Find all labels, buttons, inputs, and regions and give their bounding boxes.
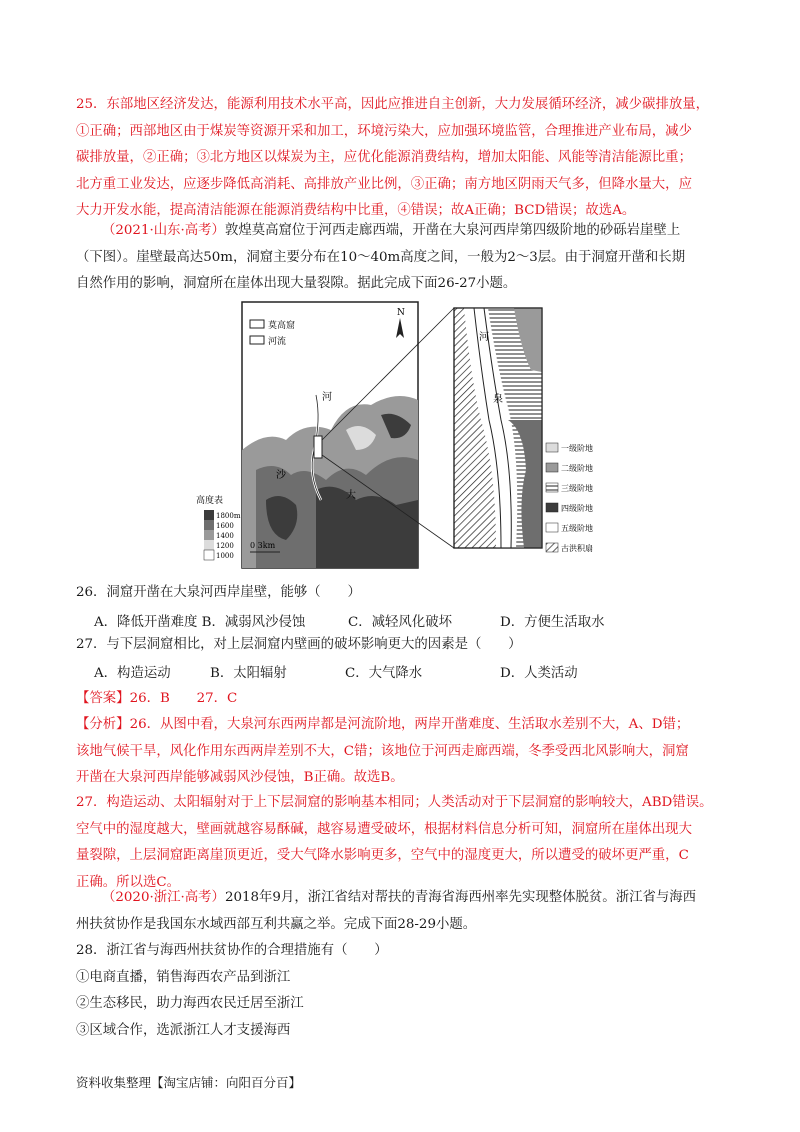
elevation-swatch <box>204 550 214 560</box>
q27-option-a: A．构造运动 <box>94 666 171 681</box>
q26-stem: 26．洞窟开凿在大泉河西岸崖壁，能够（ ） <box>76 585 361 600</box>
text-line: （下图）。崖壁最高达50m，洞窟主要分布在10～40m高度之间，一般为2～3层。由于洞窟开凿和长期 <box>76 249 686 265</box>
question-stem-26-27 <box>76 218 736 298</box>
text-line: 26．从图中看，大泉河东西两岸都是河流阶地，两岸开凿难度、生活取水差别不大，A、D错； <box>129 717 690 732</box>
question-stem-28-29 <box>76 885 736 938</box>
elevation-swatch <box>204 520 214 530</box>
scale-label: 0 3km <box>250 541 276 550</box>
q27-option-c: C．大气降水 <box>345 666 423 681</box>
elevation-swatch <box>204 510 214 520</box>
q28-stem: 28．浙江省与海西州扶贫协作的合理措施有（ ） <box>76 943 388 958</box>
answer-line <box>76 686 736 713</box>
analysis-tag: 【分析】 <box>76 717 130 732</box>
q26-option-d: D．方便生活取水 <box>500 615 605 630</box>
terrace-legend <box>546 443 593 553</box>
text-line: 北方重工业发达，应逐步降低高消耗、高排放产业比例，③正确；南方地区阴雨天气多，但降水量大，应 <box>76 176 692 192</box>
analysis-26 <box>76 712 736 792</box>
elevation-level: 1200 <box>216 542 234 550</box>
north-label: N <box>397 308 405 318</box>
cave-legend-icon <box>250 320 264 328</box>
q28-item: ③区域合作，选派浙江人才支援海西 <box>76 1022 291 1038</box>
source-tag: （2021·山东·高考） <box>102 223 225 238</box>
text-line: 正确。所以选C。 <box>76 874 180 890</box>
text-line: 碳排放量，②正确；③北方地区以煤炭为主，应优化能源消费结构，增加太阳能、风能等清洁能源比重； <box>76 150 692 165</box>
answer-text: 26．B 27．C <box>129 691 238 706</box>
source-tag: （2020·浙江·高考） <box>102 890 225 905</box>
elevation-level: 1800m <box>216 512 241 520</box>
q26-option-c: C．减轻风化破坏 <box>348 615 452 630</box>
text-line: 州扶贫协作是我国东水域西部互利共赢之举。完成下面28-29小题。 <box>76 916 477 932</box>
place-label-sha: 沙 <box>276 470 286 481</box>
q28 <box>76 938 736 1044</box>
elevation-level: 1600 <box>216 522 234 530</box>
answer-tag: 【答案】 <box>76 691 130 706</box>
q27-option-b: B．太阳辐射 <box>210 666 287 681</box>
terrace-legend-label: 四级阶地 <box>561 504 593 513</box>
mogao-terrace-map <box>196 300 601 570</box>
river-label: 河 <box>322 392 332 403</box>
elevation-level: 1000 <box>216 552 234 560</box>
text-line: 2018年9月，浙江省结对帮扶的青海省海西州率先实现整体脱贫。浙江省与海西 <box>224 890 697 905</box>
text-line: ①正确；西部地区由于煤炭等资源开采和加工，环境污染大，应加强环境监管，合理推进产业布局，减少 <box>76 123 692 139</box>
legend-cave: 莫高窟 <box>268 321 296 331</box>
text-line: 量裂隙，上层洞窟距离崖顶更近，受大气降水影响更多，空气中的湿度更大，所以遭受的破坏更严重，C <box>76 848 689 863</box>
q28-item: ②生态移民，助力海西农民迁居至浙江 <box>76 996 304 1011</box>
text-line: 27．构造运动、太阳辐射对于上下层洞窟的影响基本相同；人类活动对于下层洞窟的影响较大，ABD错误。 <box>76 795 713 810</box>
elevation-level: 1400 <box>216 532 234 540</box>
text-line: 空气中的湿度越大，壁画就越容易酥碱，越容易遭受破坏，根据材料信息分析可知，洞窟所在崖体出现大 <box>76 821 692 837</box>
q25-analysis <box>76 92 736 225</box>
text-line: 开凿在大泉河西岸能够减弱风沙侵蚀，B正确。故选B。 <box>76 770 404 785</box>
terrace-legend-label: 古洪积扇 <box>561 544 593 553</box>
river-legend-icon <box>250 336 264 344</box>
q28-item: ①电商直播，销售海西农产品到浙江 <box>76 969 291 985</box>
elevation-title: 高度表 <box>196 496 224 506</box>
terrace-legend-label: 三级阶地 <box>561 484 593 493</box>
footer-note: 资料收集整理【淘宝店铺：向阳百分百】 <box>76 1075 302 1090</box>
legend-river: 河流 <box>268 337 287 347</box>
text-line: 自然作用的影响，洞窟所在崖体出现大量裂隙。据此完成下面26-27小题。 <box>76 276 517 291</box>
analysis-27 <box>76 790 736 896</box>
terrace-legend-label: 二级阶地 <box>561 464 593 473</box>
q27-stem: 27．与下层洞窟相比，对上层洞窟内壁画的破坏影响更大的因素是（ ） <box>76 637 522 652</box>
text-line: 大力开发水能，提高清洁能源在能源消费结构中比重，④错误；故A正确；BCD错误；故选A。 <box>76 203 636 218</box>
q26-option-ab: A．降低开凿难度 B．减弱风沙侵蚀 <box>94 615 306 630</box>
text-line: 25．东部地区经济发达，能源利用技术水平高，因此应推进自主创新，大力发展循环经济，减少碳排放量， <box>76 97 710 112</box>
inset-quan-label: 泉 <box>493 394 503 405</box>
text-line: 该地气候干旱，风化作用东西两岸差别不大，C错；该地位于河西走廊西端，冬季受西北风影响大，洞窟 <box>76 743 689 759</box>
place-label-da: 大 <box>346 490 356 501</box>
inset-river-label: 河 <box>479 332 489 343</box>
q27-option-d: D．人类活动 <box>500 666 578 681</box>
text-line: 敦煌莫高窟位于河西走廊西端，开凿在大泉河西岸第四级阶地的砂砾岩崖壁上 <box>224 223 681 238</box>
elevation-swatch <box>204 540 214 550</box>
elevation-swatch <box>204 530 214 540</box>
terrace-legend-label: 五级阶地 <box>561 524 593 533</box>
terrace-legend-label: 一级阶地 <box>561 444 593 453</box>
